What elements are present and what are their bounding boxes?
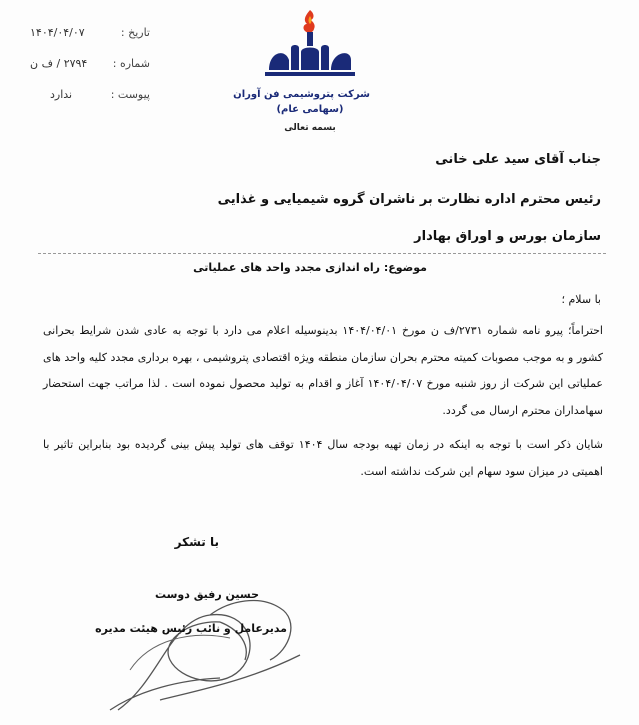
date-value: ۱۴۰۴/۰۴/۰۷ (30, 26, 85, 39)
handwritten-signature (100, 560, 340, 725)
divider (38, 253, 606, 254)
signer-name: حسین رفیق دوست (154, 588, 259, 601)
attachment-label: پیوست : (110, 88, 150, 101)
addressee-title: رئیس محترم اداره نظارت بر ناشران گروه شیمیایی و غذایی (217, 192, 601, 207)
attachment-value: ندارد (50, 88, 73, 101)
letter-meta (30, 26, 150, 119)
addressee-name: جناب آقای سید علی خانی (435, 152, 601, 167)
company-logo (233, 8, 370, 143)
bismillah: بسمه تعالی (284, 123, 336, 133)
closing: با تشکر (174, 535, 219, 549)
company-name: شرکت پتروشیمی فن آوران (233, 89, 370, 100)
subject-line: موضوع: راه اندازی مجدد واحد های عملیاتی (193, 261, 427, 274)
body-paragraph-2: شایان ذکر است با توجه به اینکه در زمان تهیه بودجه سال ۱۴۰۴ توقف های تولید پیش بینی گردیده بود بنابراین تاثیر با اهمیتی در میزان سود سهام این شرکت نداشته است. (43, 438, 604, 478)
date-label: تاریخ : (120, 26, 150, 39)
addressee-organization: سازمان بورس و اوراق بهادار (414, 229, 601, 244)
signer-title: مدیرعامل و نائب رئیس هیئت مدیره (95, 622, 287, 635)
number-value: ۲۷۹۴ / ف ن (30, 57, 88, 70)
greeting: با سلام ؛ (561, 293, 601, 306)
body-paragraph-1: احتراماً؛ پیرو نامه شماره ۲۷۳۱/ف ن مورخ ۱۴۰۴/۰۴/۰۱ بدینوسیله اعلام می دارد با توجه به عادی شدن شرایط بحرانی کشور و به موجب مصوبات کمیته محترم بحران سازمان منطقه ویژه اقتصادی پتروشیمی ، بهره برداری مجدد کلیه واحد های عملیاتی این شرکت از روز شنبه مورخ ۱۴۰۴/۰۴/۰۷ آغاز و اقدام به تولید محصول نموده است . لذا مراتب جهت استحضار سهامداران محترم ارسال می گردد. (43, 324, 603, 417)
nioc-logo-icon (255, 8, 365, 83)
company-type: (سهامی عام) (276, 104, 344, 115)
number-label: شماره : (112, 57, 150, 70)
